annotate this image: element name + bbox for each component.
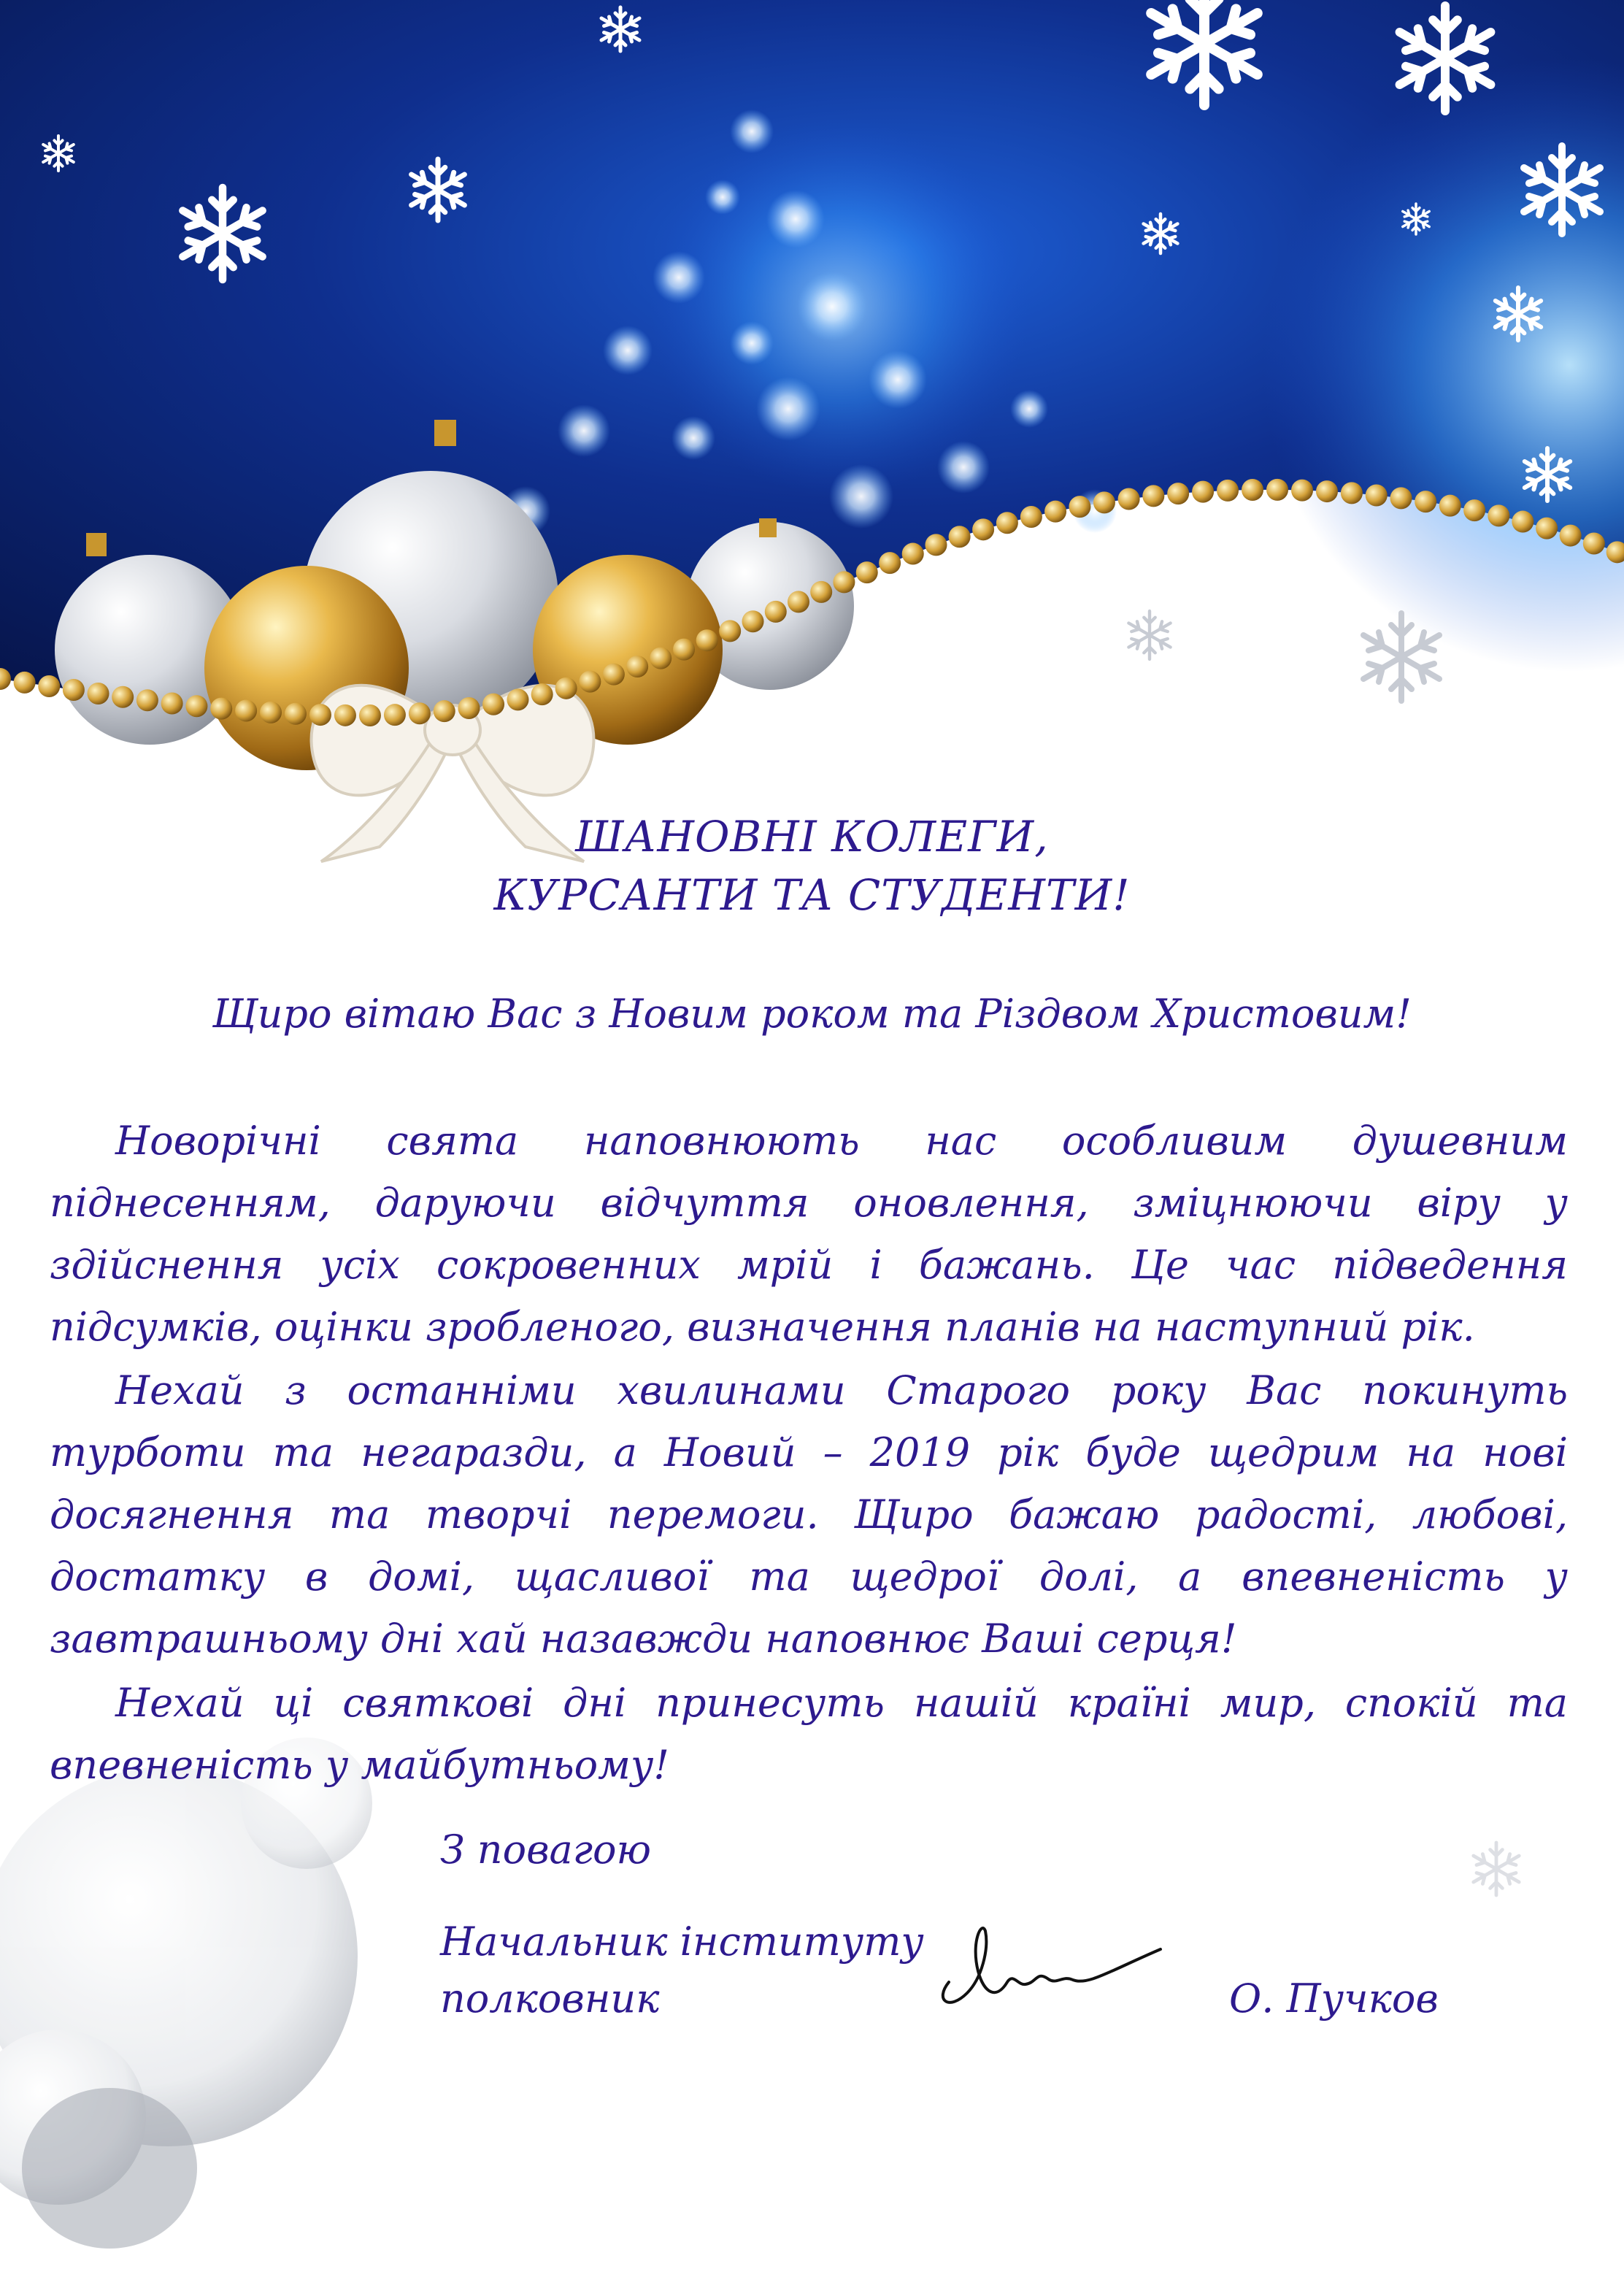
heading-line-2: КУРСАНТИ ТА СТУДЕНТИ! <box>493 870 1131 920</box>
gold-bead <box>161 692 183 714</box>
gold-bead <box>1536 518 1558 540</box>
signature <box>927 1913 1190 2022</box>
gold-bead <box>879 552 901 574</box>
greeting: Щиро вітаю Вас з Новим роком та Різдвом Христовим! <box>212 991 1412 1037</box>
gold-bead <box>88 683 109 704</box>
gold-bead <box>810 581 832 603</box>
gold-bead <box>14 672 36 694</box>
gold-bead <box>63 679 85 701</box>
gold-bead <box>719 620 741 642</box>
gold-bead <box>996 512 1018 534</box>
paragraph-2: Нехай з останніми хвилинами Старого року Вас покинуть турботи та негаразди, а Новий – 2019 рік буде щедрим на нові досягнення та творчі перемоги. Щиро бажаю радості, любові, достатку в домі, щасливої та щедрої долі, а впевненість у завтрашньому дні хай назавжди наповнює Ваші серця! <box>50 1367 1568 1662</box>
gold-bead <box>359 704 381 726</box>
gold-bead <box>38 675 60 697</box>
gold-bead <box>409 702 431 724</box>
gold-bead <box>788 591 809 613</box>
gold-bead <box>185 695 207 717</box>
gold-bead <box>833 571 855 593</box>
gold-bead <box>696 629 718 651</box>
gold-bead <box>1488 504 1509 526</box>
gold-bead <box>626 656 648 677</box>
gold-bead <box>1390 487 1412 509</box>
gold-bead <box>1439 495 1461 517</box>
gold-bead <box>1291 480 1313 502</box>
gold-bead <box>1242 479 1263 501</box>
gold-bead <box>972 518 994 540</box>
gold-bead <box>309 704 331 726</box>
gold-bead <box>1192 481 1214 503</box>
gold-bead <box>210 698 232 720</box>
gold-bead <box>482 694 504 715</box>
gold-bead <box>650 648 671 669</box>
gold-bead <box>384 704 406 726</box>
gold-bead <box>1093 491 1115 513</box>
paragraph-3: Нехай ці святкові дні принесуть нашій країні мир, спокій та впевненість у майбутньому! <box>50 1680 1568 1788</box>
gold-bead <box>1415 491 1436 512</box>
gold-bead <box>765 601 787 623</box>
gold-bead <box>1044 501 1066 523</box>
gold-bead <box>1341 482 1363 504</box>
gold-bead <box>334 704 356 726</box>
gold-bead <box>507 688 528 710</box>
gold-bead <box>1266 479 1288 501</box>
gold-bead <box>902 543 924 565</box>
gold-bead <box>136 689 158 711</box>
gold-bead <box>285 703 307 725</box>
gold-bead <box>856 561 878 583</box>
position-line-1: Начальник інституту <box>440 1919 924 1965</box>
heading-line-1: ШАНОВНІ КОЛЕГИ, <box>575 812 1049 861</box>
gold-bead <box>603 664 625 686</box>
closing: З повагою <box>440 1827 652 1873</box>
gold-bead <box>949 526 971 548</box>
gold-bead <box>531 683 553 705</box>
gold-bead <box>1512 511 1533 533</box>
gold-bead <box>1366 484 1388 506</box>
gold-bead <box>1142 485 1164 507</box>
gold-bead <box>1316 480 1338 502</box>
gold-bead <box>112 686 134 708</box>
paragraph-1: Новорічні свята наповнюють нас особливим душевним піднесенням, даруючи відчуття оновлення, зміцнюючи віру у здійснення усіх сокровенних мрій і бажань. Це час підведення підсумків, оцінки зробленого, визначення планів на наступний рік. <box>50 1118 1568 1350</box>
gold-bead <box>555 677 577 699</box>
gold-bead <box>1020 506 1042 528</box>
gold-bead <box>579 671 601 693</box>
bottom-ornaments <box>0 1738 372 2249</box>
gold-bead <box>260 702 282 723</box>
gold-bead <box>1560 525 1582 547</box>
gold-bead <box>742 610 764 632</box>
signer-name: О. Пучков <box>1229 1976 1439 2022</box>
gold-bead <box>1118 488 1140 510</box>
gold-bead <box>434 700 455 722</box>
gold-bead <box>1217 480 1239 502</box>
position-line-2: полковник <box>440 1976 660 2022</box>
gold-bead <box>925 534 947 556</box>
gold-bead <box>1583 532 1605 554</box>
gold-bead <box>235 700 257 722</box>
gold-bead <box>673 639 695 661</box>
gold-bead <box>1167 483 1189 504</box>
gold-bead <box>1463 499 1485 521</box>
gold-bead <box>1069 496 1090 518</box>
gold-bead <box>458 697 480 719</box>
